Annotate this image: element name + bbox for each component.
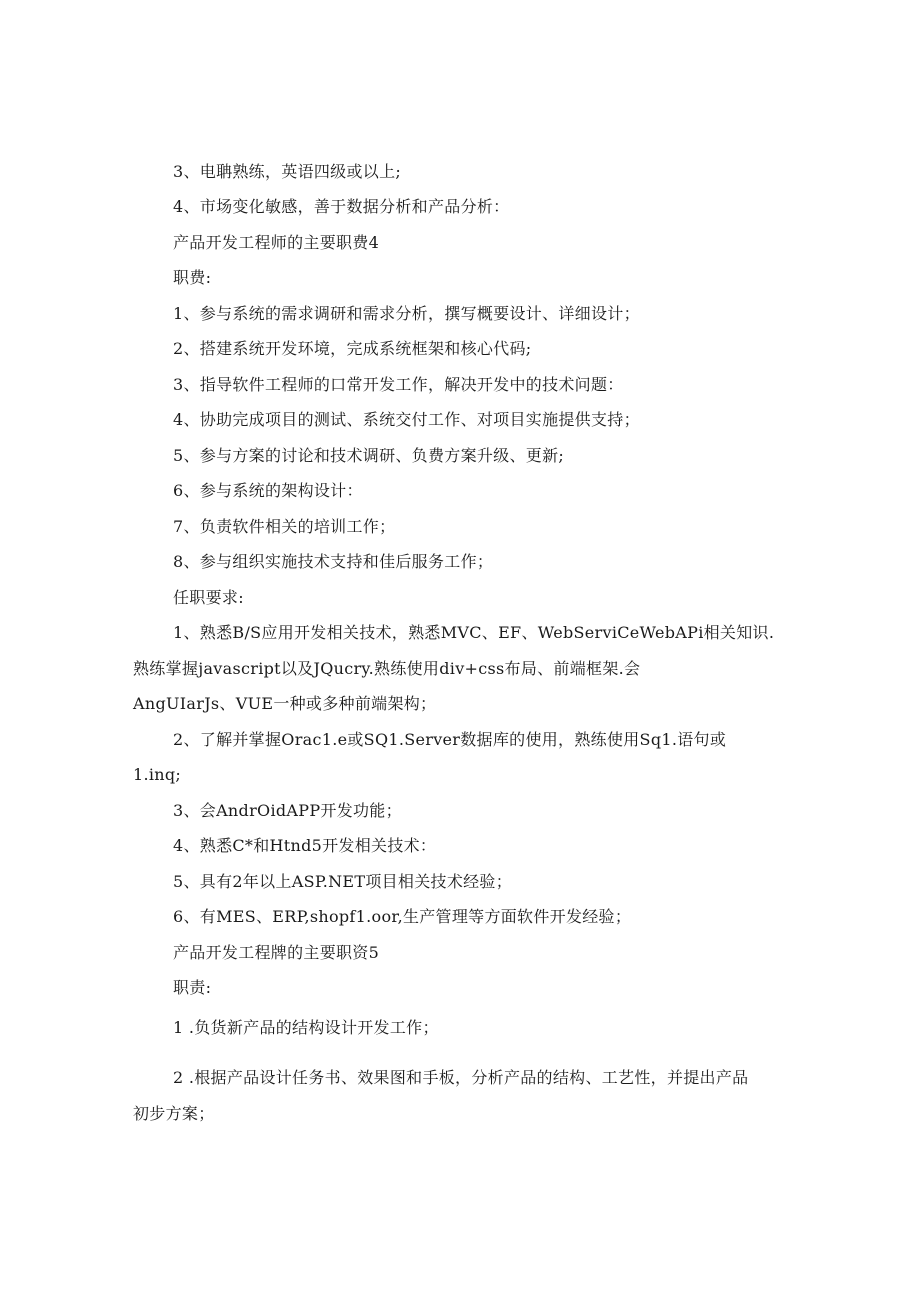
text-line: 初步方案； [133, 1104, 215, 1123]
text-line: 5、参与方案的讨论和技术调研、负费方案升级、更新; [173, 446, 565, 465]
section-heading: 产品开发工程牌的主要职资5 [173, 943, 380, 962]
text-line: 4、市场变化敏感，善于数据分析和产品分析： [173, 197, 510, 216]
subsection-heading: 职责: [173, 978, 212, 997]
text-line: 6、参与系统的架构设计： [173, 481, 363, 500]
text-line: 4、协助完成项目的测试、系统交付工作、对项目实施提供支持； [173, 410, 640, 429]
text-line: 熟练掌握javascript以及JQucry.熟练使用div+css布局、前端框架.会 [133, 659, 641, 678]
subsection-heading: 职费: [173, 268, 212, 287]
text-line: 2、搭建系统开发环境，完成系统框架和核心代码; [173, 339, 532, 358]
text-line: 1、参与系统的需求调研和需求分析，撰写概要设计、详细设计； [173, 304, 640, 323]
text-line: 3、指导软件工程师的口常开发工作，解决开发中的技术问题： [173, 375, 624, 394]
subsection-heading: 任职要求: [173, 588, 244, 607]
text-line: 2 .根据产品设计任务书、效果图和手板，分析产品的结构、工艺性，并提出产品 [173, 1068, 749, 1087]
text-line: 6、有MES、ERP,shopf1.oor,生产管理等方面软件开发经验； [173, 907, 632, 926]
text-line: 4、熟悉C*和Htnd5开发相关技术： [173, 836, 437, 855]
text-line: 5、具有2年以上ASP.NET项目相关技术经验； [173, 872, 513, 891]
text-line: 1.inq; [133, 765, 182, 784]
text-line: 1 .负货新产品的结构设计开发工作； [173, 1018, 439, 1037]
text-line: 1、熟悉B/S应用开发相关技术，熟悉MVC、EF、WebServiCeWebAPi相关知识. [173, 623, 775, 642]
text-line: 2、了解并掌握Orac1.e或SQ1.Server数据库的使用，熟练使用Sq1.语句或 [173, 730, 727, 749]
text-line: 7、负责软件相关的培训工作； [173, 517, 396, 536]
text-line: 8、参与组织实施技术支持和佳后服务工作； [173, 552, 494, 571]
text-line: AngUIarJs、VUE一种或多种前端架构； [133, 694, 437, 713]
text-line: 3、会AndrOidAPP开发功能； [173, 801, 402, 820]
text-line: 3、电聃熟练，英语四级或以上; [173, 162, 402, 181]
section-heading: 产品开发工程师的主要职费4 [173, 233, 380, 252]
